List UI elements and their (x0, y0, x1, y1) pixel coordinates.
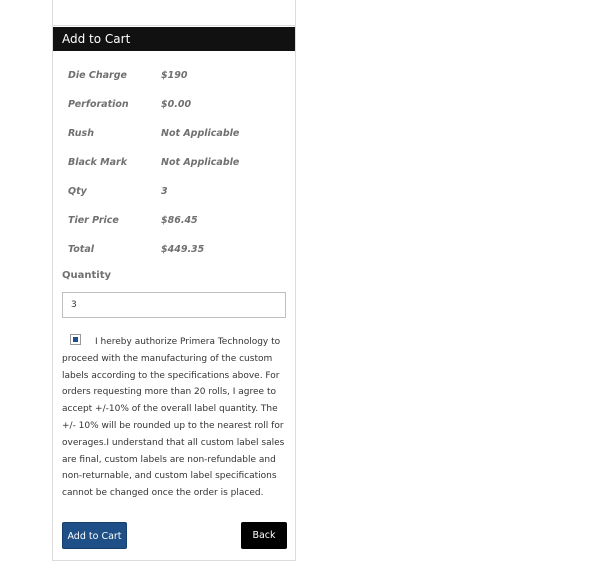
summary-row-black-mark (68, 148, 239, 177)
add-to-cart-panel (52, 0, 296, 561)
authorization-checkbox[interactable] (70, 334, 81, 345)
summary-row-perforation (68, 90, 239, 119)
quantity-input[interactable]: 3 (62, 292, 286, 318)
authorization-text: I hereby authorize Primera Technology to proceed with the manufacturing of the custom labels according to the specifications above. For orders requesting more than 20 rolls, I agree to accept +/-10% of the overall label quantity. The +/- 10% will be rounded up to the nearest roll for overages.I understand that all custom label sales are final, custom labels are non-refundable and non-returnable, and custom label specifications cannot be changed once the order is placed. (62, 337, 285, 499)
checkbox-checked-icon (73, 337, 78, 342)
summary-value: $0.00 (161, 99, 192, 110)
summary-value: 3 (161, 186, 168, 197)
add-to-cart-button[interactable]: Add to Cart (62, 522, 127, 549)
summary-label: Perforation (68, 99, 129, 110)
summary-label: Qty (68, 186, 87, 197)
summary-row-rush (68, 119, 239, 148)
summary-row-tier-price (68, 206, 239, 235)
authorization-consent (62, 334, 288, 502)
summary-value: Not Applicable (161, 157, 240, 168)
summary-row-die-charge (68, 61, 239, 90)
back-button[interactable]: Back (241, 522, 287, 549)
summary-label: Total (68, 244, 94, 255)
summary-label: Black Mark (68, 157, 128, 168)
panel-header: Add to Cart (53, 27, 295, 51)
summary-row-qty (68, 177, 239, 206)
summary-label: Tier Price (68, 215, 119, 226)
summary-label: Rush (68, 128, 94, 139)
previous-panel-bottom (53, 0, 295, 26)
order-summary-table (68, 61, 239, 264)
summary-value: $190 (161, 70, 188, 81)
summary-value: $449.35 (161, 244, 205, 255)
quantity-label: Quantity (62, 270, 111, 281)
summary-label: Die Charge (68, 70, 127, 81)
summary-row-total (68, 235, 239, 264)
summary-value: $86.45 (161, 215, 198, 226)
summary-value: Not Applicable (161, 128, 240, 139)
